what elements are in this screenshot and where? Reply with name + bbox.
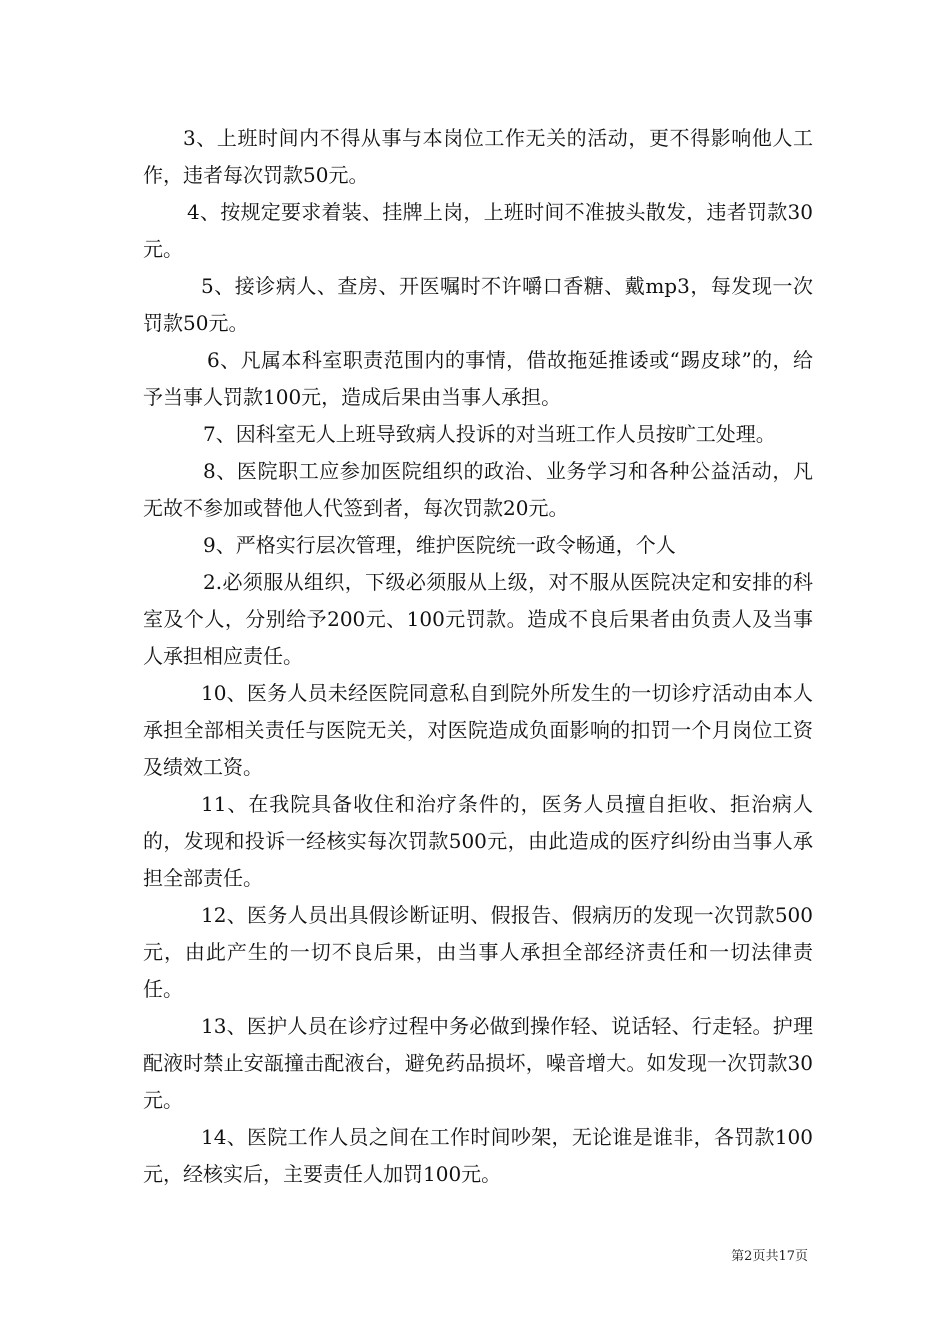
paragraph-rule-3: 3、上班时间内不得从事与本岗位工作无关的活动，更不得影响他人工作，违者每次罚款50元。	[143, 126, 813, 187]
paragraph-rule-8: 8、医院职工应参加医院组织的政治、业务学习和各种公益活动，凡无故不参加或替他人代签到者，每次罚款20元。	[143, 459, 813, 520]
paragraph-rule-14: 14、医院工作人员之间在工作时间吵架，无论谁是谁非，各罚款100元，经核实后，主要责任人加罚100元。	[143, 1125, 813, 1186]
paragraph-rule-5: 5、接诊病人、查房、开医嘱时不许嚼口香糖、戴mp3，每发现一次罚款50元。	[143, 274, 813, 335]
paragraph-rule-7: 7、因科室无人上班导致病人投诉的对当班工作人员按旷工处理。	[203, 422, 776, 446]
paragraph-rule-11: 11、在我院具备收住和治疗条件的，医务人员擅自拒收、拒治病人的，发现和投诉一经核实每次罚款500元，由此造成的医疗纠纷由当事人承担全部责任。	[143, 792, 813, 890]
paragraph-rule-4: 4、按规定要求着装、挂牌上岗，上班时间不准披头散发，违者罚款30元。	[143, 200, 813, 261]
paragraph-rule-10: 10、医务人员未经医院同意私自到院外所发生的一切诊疗活动由本人承担全部相关责任与医院无关，对医院造成负面影响的扣罚一个月岗位工资及绩效工资。	[143, 681, 813, 779]
document-body	[143, 120, 813, 1193]
paragraph-rule-6: 6、凡属本科室职责范围内的事情，借故拖延推诿或“踢皮球”的，给予当事人罚款100元，造成后果由当事人承担。	[143, 348, 813, 409]
paragraph-rule-9: 9、严格实行层次管理，维护医院统一政令畅通，个人	[203, 533, 676, 557]
page-number-footer: 第2页共17页	[731, 1249, 808, 1264]
paragraph-rule-13: 13、医护人员在诊疗过程中务必做到操作轻、说话轻、行走轻。护理配液时禁止安瓿撞击配液台，避免药品损坏，噪音增大。如发现一次罚款30元。	[143, 1014, 813, 1112]
paragraph-rule-9-continued: 2.必须服从组织，下级必须服从上级，对不服从医院决定和安排的科室及个人，分别给予200元、100元罚款。造成不良后果者由负责人及当事人承担相应责任。	[143, 570, 813, 668]
paragraph-rule-12: 12、医务人员出具假诊断证明、假报告、假病历的发现一次罚款500元，由此产生的一切不良后果，由当事人承担全部经济责任和一切法律责任。	[143, 903, 813, 1001]
